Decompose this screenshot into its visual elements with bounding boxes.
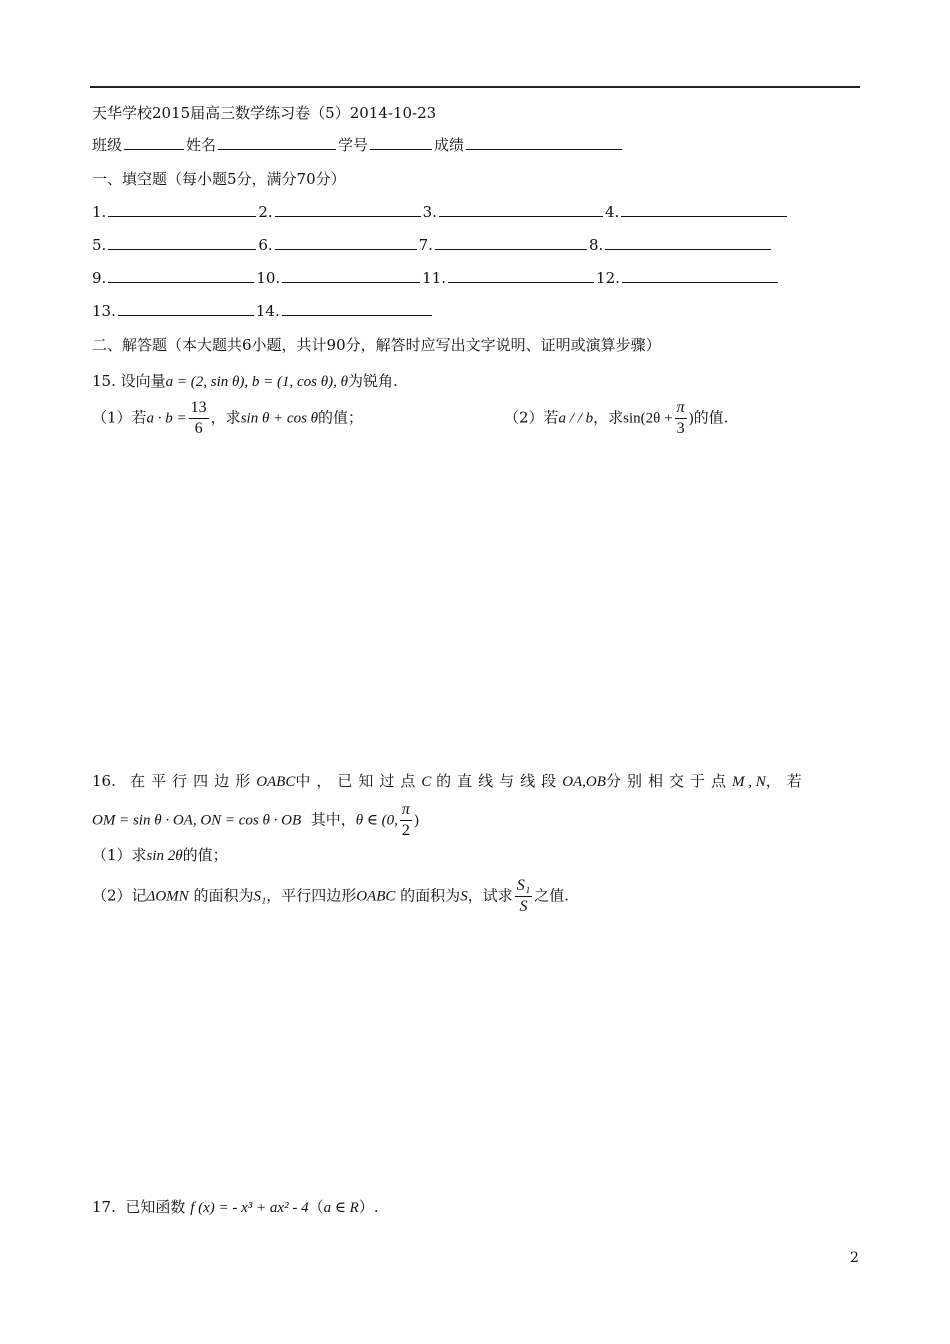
answer-blank-11[interactable] [448, 268, 594, 283]
blank-row-3 [92, 268, 780, 287]
section1-heading: 一、填空题（每小题5分，满分70分） [92, 170, 346, 188]
q16-text-e: ，若 [765, 772, 808, 790]
q16-number: 16. [92, 772, 116, 790]
frac-den: 2 [401, 822, 410, 839]
item-label: 2. [258, 203, 273, 221]
q15-p2-expr: a / / b [558, 410, 594, 427]
q17-stem [92, 1196, 379, 1217]
page-number: 2 [850, 1250, 859, 1266]
item-label: 12. [596, 269, 620, 287]
q16-part1 [92, 844, 228, 865]
q17-cond-close: ）. [358, 1198, 379, 1216]
page-title: 天华学校2015届高三数学练习卷（5）2014-10-23 [92, 104, 437, 122]
answer-blank-6[interactable] [275, 235, 417, 250]
q16-text-c: 的直线与线段 [436, 772, 563, 790]
fraction-s1-s [515, 876, 533, 917]
class-label: 班级 [92, 136, 123, 154]
q16-p2-c: ，平行四边形 [266, 886, 357, 905]
fraction-13-6 [189, 398, 209, 439]
answer-blank-8[interactable] [605, 235, 771, 250]
q16-p2-b: 的面积为 [193, 886, 254, 905]
q17-number: 17. [92, 1198, 116, 1216]
answer-blank-5[interactable] [108, 235, 256, 250]
q15-p1-expr: a · b = [146, 410, 187, 427]
q16-condition: OM = sin θ · OA, ON = cos θ · OB [92, 812, 302, 829]
answer-blank-14[interactable] [282, 301, 432, 316]
q15-p2-label: （2）若 [504, 408, 559, 427]
q15-vectors: a = (2, sin θ), b = (1, cos θ), θ [165, 374, 348, 390]
q17-condition: a ∈ R [323, 1200, 359, 1216]
answer-blank-3[interactable] [439, 202, 603, 217]
answer-blank-13[interactable] [118, 301, 254, 316]
q16-p2-a: （2）记 [92, 886, 147, 905]
fraction-pi-2 [400, 800, 412, 841]
q16-p1-expr: sin 2θ [146, 848, 183, 864]
top-rule [90, 86, 860, 88]
q15-p1-label: （1）若 [92, 408, 147, 427]
q15-part2 [504, 398, 728, 439]
name-label: 姓名 [186, 136, 217, 154]
q16-close: ) [413, 812, 419, 829]
q15-part1 [92, 398, 363, 439]
q15-p2-close: ) [688, 410, 694, 427]
q16-text-d: 分别相交于点 [605, 772, 732, 790]
item-label: 5. [92, 236, 107, 254]
q16-p2-e: ，试求 [467, 886, 513, 905]
frac-den: 6 [194, 420, 203, 437]
item-label: 13. [92, 302, 116, 320]
q17-cond-open: （ [308, 1198, 324, 1216]
q16-p2-d: 的面积为 [400, 886, 461, 905]
q16-c: C [421, 774, 432, 790]
answer-blank-10[interactable] [282, 268, 420, 283]
q15-stem [92, 370, 398, 391]
answer-blank-12[interactable] [622, 268, 778, 283]
answer-blank-4[interactable] [621, 202, 787, 217]
answer-blank-2[interactable] [275, 202, 421, 217]
q16-p1-end: 的值； [182, 846, 228, 864]
item-label: 9. [92, 269, 107, 287]
score-label: 成绩 [434, 136, 465, 154]
frac-num: 13 [189, 398, 209, 419]
section2-heading: 二、解答题（本大题共6小题，共计90分，解答时应写出文字说明、证明或演算步骤） [92, 336, 661, 354]
q16-text-a: 在平行四边形 [130, 772, 257, 790]
q16-oabc: OABC [256, 774, 296, 790]
blank-row-4 [92, 301, 434, 320]
item-label: 14. [255, 302, 280, 320]
q16-triangle: ΔOMN [146, 888, 189, 905]
q15-tail: 为锐角. [348, 372, 398, 390]
q16-p1-label: （1）求 [92, 846, 147, 864]
frac-num: π [675, 398, 687, 419]
frac-num: π [400, 800, 412, 821]
id-label: 学号 [338, 136, 369, 154]
q16-part2 [92, 876, 569, 917]
answer-blank-1[interactable] [108, 202, 256, 217]
q17-lead: 已知函数 [125, 1198, 186, 1216]
class-field[interactable] [124, 135, 184, 150]
item-label: 8. [588, 236, 604, 254]
item-label: 6. [258, 236, 273, 254]
q16-p2-f: 之值. [534, 886, 570, 905]
q16-text-b: 中，已知过点 [295, 772, 422, 790]
q15-p1-task: ，求 [210, 408, 241, 427]
frac-num: S₁ [515, 876, 533, 897]
blank-row-1 [92, 202, 789, 221]
fraction-pi-3 [675, 398, 687, 439]
q16-line2 [92, 800, 419, 841]
q16-s1: S₁ [253, 888, 267, 905]
item-label: 3. [422, 203, 437, 221]
answer-blank-9[interactable] [108, 268, 254, 283]
item-label: 10. [256, 269, 281, 287]
q15-p2-task: ，求 [593, 408, 624, 427]
q16-mid: 其中， [310, 810, 356, 829]
q15-number: 15. [92, 372, 116, 390]
q16-oabc-2: OABC [356, 888, 396, 905]
item-label: 7. [418, 236, 433, 254]
q16-oaob: OA,OB [562, 774, 606, 790]
q16-line1 [92, 770, 860, 791]
q15-p1-expr2: sin θ + cos θ [240, 410, 319, 427]
frac-den: S [519, 898, 528, 915]
blank-row-2 [92, 235, 773, 254]
q15-p2-expr2: sin(2θ + [623, 410, 673, 427]
student-info-line [92, 134, 624, 155]
q15-lead: 设向量 [120, 372, 166, 390]
q16-theta: θ ∈ (0, [355, 812, 398, 829]
q16-s: S [460, 888, 468, 905]
q15-p2-end: 的值. [693, 408, 729, 427]
item-label: 11. [422, 269, 447, 287]
q17-function: f (x) = - x³ + ax² - 4 [190, 1200, 309, 1216]
frac-den: 3 [676, 420, 685, 437]
q16-mn: M , N [731, 774, 766, 790]
score-field[interactable] [466, 135, 622, 150]
id-field[interactable] [370, 135, 432, 150]
item-label: 4. [604, 203, 620, 221]
item-label: 1. [92, 203, 107, 221]
q15-p1-end: 的值； [318, 408, 364, 427]
answer-blank-7[interactable] [435, 235, 587, 250]
name-field[interactable] [218, 135, 336, 150]
